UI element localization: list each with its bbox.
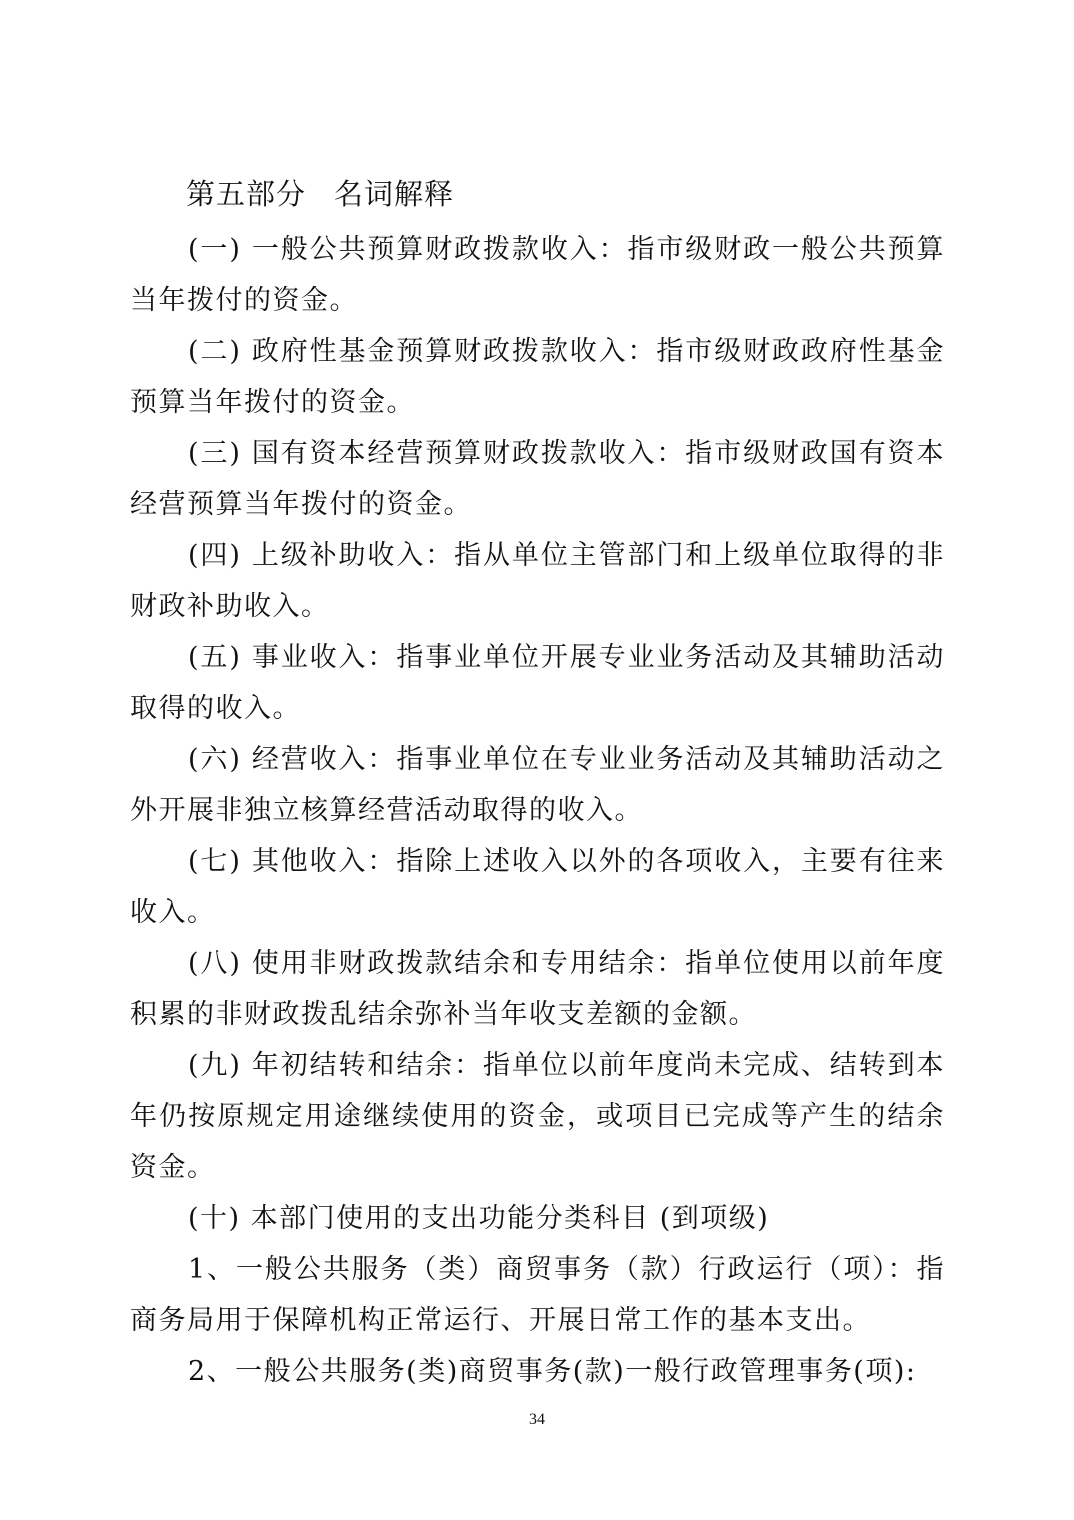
section-title — [186, 172, 454, 216]
paragraph-9: (九) 年初结转和结余：指单位以前年度尚未完成、结转到本年仍按原规定用途继续使用的资金，或项目已完成等产生的结余资金。 — [130, 1050, 945, 1183]
paragraph-6: (六) 经营收入：指事业单位在专业业务活动及其辅助活动之外开展非独立核算经营活动取得的收入。 — [130, 744, 945, 826]
paragraph-3: (三) 国有资本经营预算财政拨款收入：指市级财政国有资本经营预算当年拨付的资金。 — [130, 438, 945, 520]
document-body — [130, 224, 945, 1397]
section-name-label: 名词解释 — [334, 177, 455, 211]
paragraph-11: 1、一般公共服务（类）商贸事务（款）行政运行（项）：指商务局用于保障机构正常运行、开展日常工作的基本支出。 — [130, 1254, 945, 1336]
paragraph-10: (十) 本部门使用的支出功能分类科目 (到项级) — [188, 1203, 770, 1234]
page-number: 34 — [529, 1411, 545, 1428]
paragraph-8: (八) 使用非财政拨款结余和专用结余：指单位使用以前年度积累的非财政拨乱结余弥补当年收支差额的金额。 — [130, 948, 945, 1030]
paragraph-5: (五) 事业收入：指事业单位开展专业业务活动及其辅助活动取得的收入。 — [130, 642, 945, 724]
section-part-label: 第五部分 — [186, 177, 307, 211]
paragraph-2: (二) 政府性基金预算财政拨款收入：指市级财政政府性基金预算当年拨付的资金。 — [130, 336, 945, 418]
paragraph-1: (一) 一般公共预算财政拨款收入：指市级财政一般公共预算当年拨付的资金。 — [130, 234, 945, 316]
paragraph-7: (七) 其他收入：指除上述收入以外的各项收入，主要有往来收入。 — [130, 846, 945, 928]
paragraph-12: 2、一般公共服务(类)商贸事务(款)一般行政管理事务(项): — [188, 1356, 917, 1387]
paragraph-4: (四) 上级补助收入：指从单位主管部门和上级单位取得的非财政补助收入。 — [130, 540, 945, 622]
